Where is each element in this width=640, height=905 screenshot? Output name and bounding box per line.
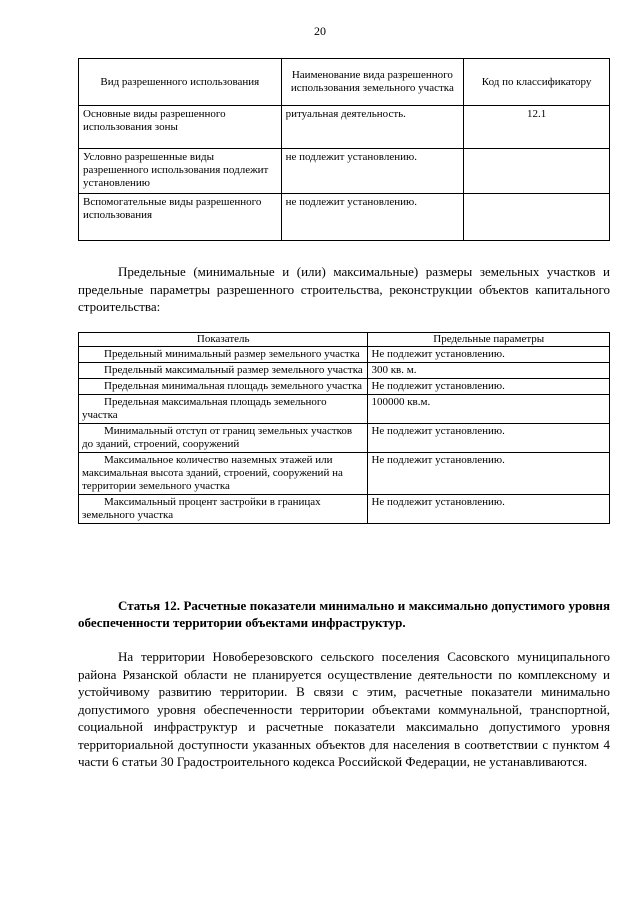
table-cell: Максимальный процент застройки в границах земельного участка — [79, 495, 368, 524]
table-row — [79, 395, 610, 424]
table-cell: не подлежит установлению. — [281, 149, 464, 194]
table-cell: Предельный минимальный размер земельного участка — [79, 347, 368, 363]
column-header: Наименование вида разрешенного использования земельного участка — [281, 59, 464, 106]
table-cell: Минимальный отступ от границ земельных участков до зданий, строений, сооружений — [79, 424, 368, 453]
paragraph-limits-intro — [78, 263, 610, 316]
table-cell: Не подлежит установлению. — [368, 495, 610, 524]
table-row — [79, 106, 610, 149]
paragraph-text: На территории Новоберезовского сельского поселения Сасовского муниципального района Рязанской области не планируется осуществление деятельности по комплексному и устойчивому развитию территории. В связи с этим, расчетные показатели минимально допустимого уровня обеспеченности территории объектами коммунальной, транспортной, социальной инфраструктур и расчетные показатели максимально допустимого уровня территориальной доступности указанных объектов для населения в соответствии с пунктом 4 части 6 статьи 30 Градостроительного кодекса Российской Федерации, не устанавливаются. — [78, 649, 610, 769]
table-cell: 300 кв. м. — [368, 363, 610, 379]
table-cell: Не подлежит установлению. — [368, 424, 610, 453]
table-cell: Не подлежит установлению. — [368, 347, 610, 363]
column-header: Предельные параметры — [368, 333, 610, 347]
table-cell: Предельная максимальная площадь земельного участка — [79, 395, 368, 424]
table-cell: Не подлежит установлению. — [368, 453, 610, 495]
table-cell: Максимальное количество наземных этажей или максимальная высота зданий, строений, сооружений на территории земельного участка — [79, 453, 368, 495]
table-cell: Вспомогательные виды разрешенного использования — [79, 194, 282, 241]
limit-parameters-table — [78, 332, 610, 524]
table-row — [79, 347, 610, 363]
table-cell: Предельная минимальная площадь земельного участка — [79, 379, 368, 395]
permitted-use-table — [78, 58, 610, 241]
table-cell — [464, 194, 610, 241]
table-cell — [464, 149, 610, 194]
table-cell: Основные виды разрешенного использования зоны — [79, 106, 282, 149]
table-cell: Условно разрешенные виды разрешенного использования подлежит установлению — [79, 149, 282, 194]
column-header: Вид разрешенного использования — [79, 59, 282, 106]
table-cell: Не подлежит установлению. — [368, 379, 610, 395]
paragraph-text: Предельные (минимальные и (или) максимальные) размеры земельных участков и предельные параметры разрешенного строительства, реконструкции объектов капитального строительства: — [78, 264, 610, 314]
table-cell: Предельный максимальный размер земельного участка — [79, 363, 368, 379]
table-cell: 12.1 — [464, 106, 610, 149]
table-row — [79, 453, 610, 495]
paragraph-article-body — [78, 648, 610, 771]
table-row — [79, 194, 610, 241]
table-row — [79, 379, 610, 395]
column-header: Показатель — [79, 333, 368, 347]
table-row — [79, 495, 610, 524]
table-cell: 100000 кв.м. — [368, 395, 610, 424]
table-row — [79, 149, 610, 194]
column-header: Код по классификатору — [464, 59, 610, 106]
table-cell: не подлежит установлению. — [281, 194, 464, 241]
page-number: 20 — [314, 24, 326, 38]
table-header-row — [79, 59, 610, 106]
table-header-row — [79, 333, 610, 347]
article-heading: Статья 12. Расчетные показатели минимально и максимально допустимого уровня обеспеченности территории объектами инфраструктур. — [78, 598, 610, 630]
table-row — [79, 363, 610, 379]
table-cell: ритуальная деятельность. — [281, 106, 464, 149]
table-row — [79, 424, 610, 453]
